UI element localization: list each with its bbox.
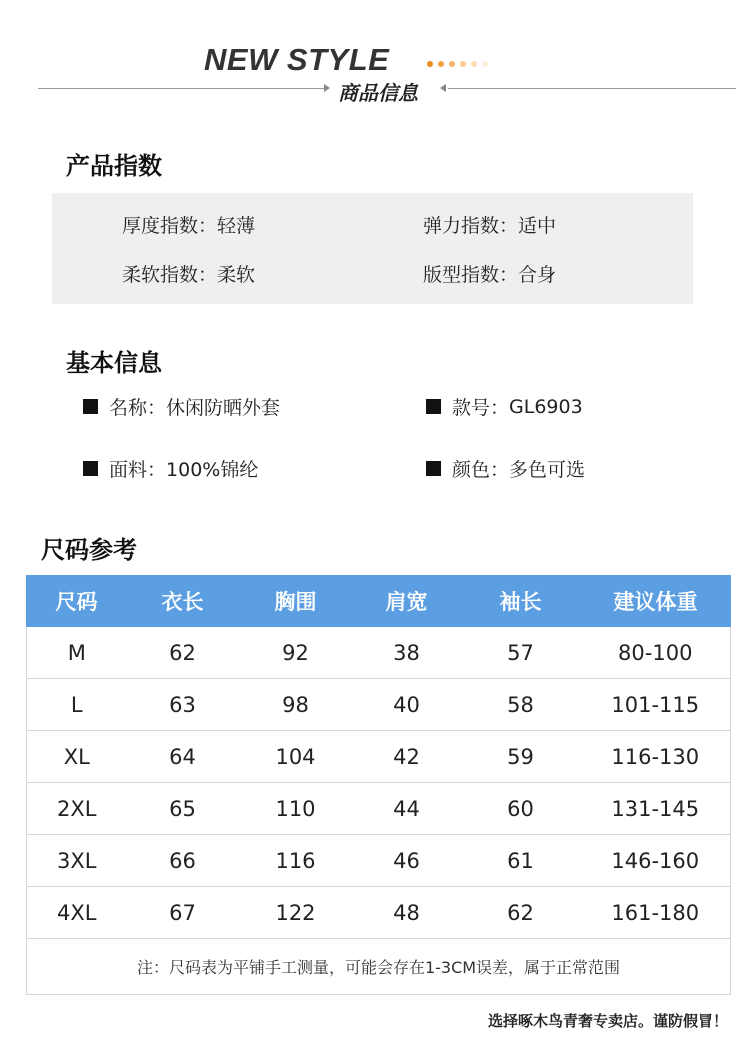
table-cell: 4XL	[27, 887, 127, 939]
table-cell: 131-145	[581, 783, 731, 835]
info-value: GL6903	[509, 395, 583, 418]
table-cell: 61	[461, 835, 581, 887]
index-value: 合身	[518, 264, 557, 286]
dot-icon	[471, 61, 477, 67]
table-cell: 161-180	[581, 887, 731, 939]
dot-icon	[449, 61, 455, 67]
dot-icon	[438, 61, 444, 67]
table-row	[27, 731, 731, 783]
table-cell: 98	[239, 679, 353, 731]
size-table-note: 注：尺码表为平铺手工测量，可能会存在1-3CM误差，属于正常范围	[27, 939, 731, 995]
table-cell: 40	[353, 679, 461, 731]
table-cell: 116-130	[581, 731, 731, 783]
table-cell: 64	[127, 731, 239, 783]
index-label: 厚度指数：	[122, 215, 218, 237]
dot-icon	[460, 61, 466, 67]
index-label: 柔软指数：	[122, 264, 218, 286]
table-cell: 2XL	[27, 783, 127, 835]
product-index-box	[52, 193, 693, 304]
header-divider-right	[448, 88, 736, 89]
info-label: 颜色：	[452, 459, 510, 481]
table-cell: 42	[353, 731, 461, 783]
info-value: 休闲防晒外套	[166, 397, 281, 419]
size-table	[26, 575, 731, 995]
square-bullet-icon	[83, 399, 98, 414]
info-value: 多色可选	[509, 459, 586, 481]
header-divider-left	[38, 88, 328, 89]
size-column-header: 建议体重	[581, 576, 731, 627]
info-label: 款号：	[452, 397, 510, 419]
table-cell: 65	[127, 783, 239, 835]
basic-info-title: 基本信息	[66, 349, 162, 377]
index-item-elasticity	[423, 211, 556, 238]
index-item-fit	[423, 260, 556, 287]
size-ref-title: 尺码参考	[41, 536, 137, 564]
table-cell: 44	[353, 783, 461, 835]
square-bullet-icon	[83, 461, 98, 476]
table-cell: M	[27, 627, 127, 679]
square-bullet-icon	[426, 461, 441, 476]
product-index-title: 产品指数	[66, 152, 162, 180]
table-cell: L	[27, 679, 127, 731]
info-item-fabric	[83, 455, 258, 482]
arrow-right-icon	[324, 84, 330, 92]
table-row	[27, 679, 731, 731]
table-cell: 104	[239, 731, 353, 783]
table-cell: 66	[127, 835, 239, 887]
index-label: 版型指数：	[423, 264, 519, 286]
table-cell: 63	[127, 679, 239, 731]
table-cell: 92	[239, 627, 353, 679]
table-cell: 110	[239, 783, 353, 835]
table-cell: 38	[353, 627, 461, 679]
size-column-header: 尺码	[27, 576, 127, 627]
header-subtitle: 商品信息	[338, 81, 418, 105]
index-item-thickness	[122, 211, 255, 238]
table-cell: 116	[239, 835, 353, 887]
dot-icon	[427, 61, 433, 67]
info-label: 名称：	[109, 397, 167, 419]
table-cell: 62	[127, 627, 239, 679]
info-item-name	[83, 393, 280, 420]
arrow-left-icon	[440, 84, 446, 92]
table-cell: 60	[461, 783, 581, 835]
table-cell: 80-100	[581, 627, 731, 679]
info-label: 面料：	[109, 459, 167, 481]
table-cell: 57	[461, 627, 581, 679]
index-value: 轻薄	[217, 215, 256, 237]
dot-icon	[482, 61, 488, 67]
header-title: NEW STYLE	[204, 42, 390, 77]
table-cell: XL	[27, 731, 127, 783]
table-cell: 58	[461, 679, 581, 731]
table-cell: 101-115	[581, 679, 731, 731]
table-cell: 3XL	[27, 835, 127, 887]
table-cell: 62	[461, 887, 581, 939]
info-item-color	[426, 455, 585, 482]
index-value: 适中	[518, 215, 557, 237]
info-value: 100%锦纶	[166, 459, 259, 481]
footer-notice: 选择啄木鸟青奢专卖店。谨防假冒！	[487, 1012, 728, 1030]
table-row	[27, 835, 731, 887]
table-cell: 67	[127, 887, 239, 939]
info-item-style-no	[426, 393, 583, 420]
size-column-header: 袖长	[461, 576, 581, 627]
table-cell: 122	[239, 887, 353, 939]
size-table-header	[27, 576, 731, 627]
table-cell: 146-160	[581, 835, 731, 887]
index-item-softness	[122, 260, 255, 287]
table-cell: 48	[353, 887, 461, 939]
size-column-header: 衣长	[127, 576, 239, 627]
square-bullet-icon	[426, 399, 441, 414]
index-label: 弹力指数：	[423, 215, 519, 237]
table-row	[27, 887, 731, 939]
size-column-header: 肩宽	[353, 576, 461, 627]
size-column-header: 胸围	[239, 576, 353, 627]
header-dots-decoration	[427, 61, 488, 67]
table-row	[27, 627, 731, 679]
table-cell: 46	[353, 835, 461, 887]
table-row	[27, 783, 731, 835]
index-value: 柔软	[217, 264, 256, 286]
table-cell: 59	[461, 731, 581, 783]
